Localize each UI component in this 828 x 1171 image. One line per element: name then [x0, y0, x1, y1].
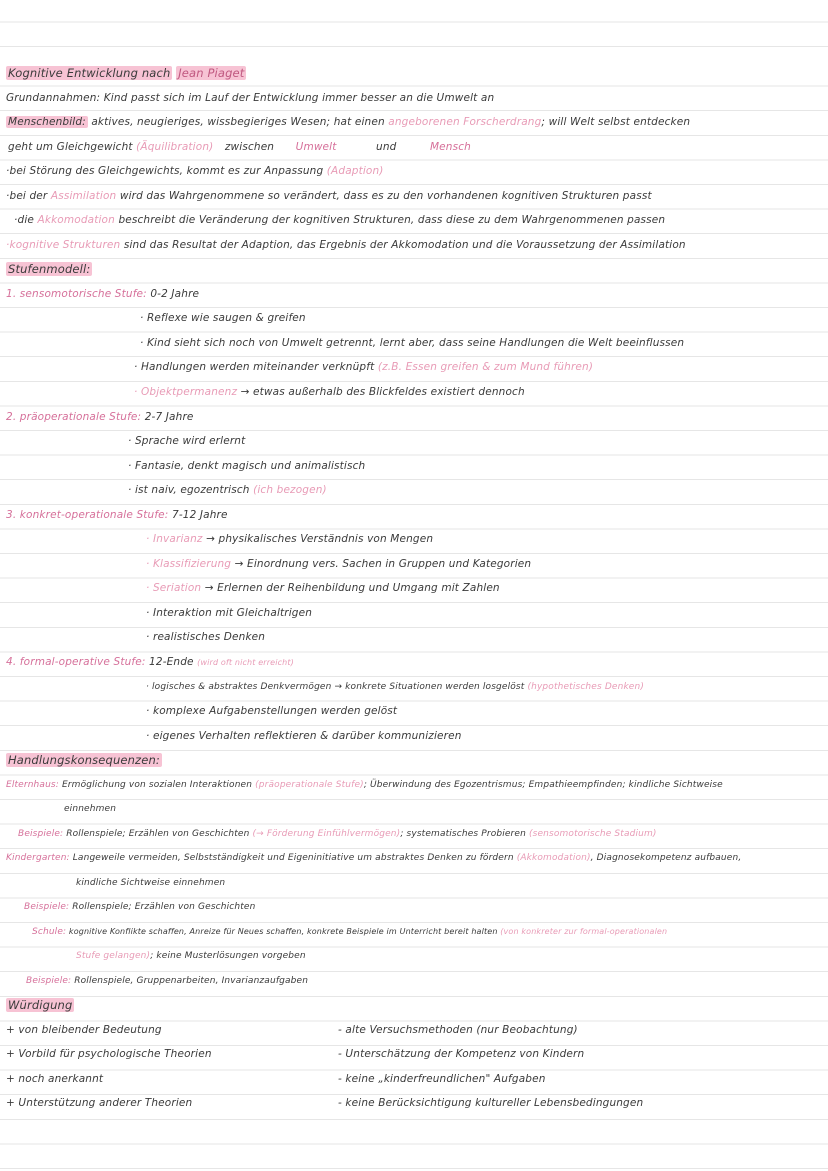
struktur-b: sind das Resultat der Adaption, das Ergebnis der Akkomodation und die Voraussetzung der Assimilation [123, 239, 686, 251]
title-name: Jean Piaget [178, 66, 245, 80]
minus-item: - Unterschätzung der Kompetenz von Kindern [338, 1048, 585, 1060]
stufe1-label: 1. sensomotorische Stufe: [6, 288, 147, 300]
menschenbild-end: ; will Welt selbst entdecken [541, 116, 691, 128]
assim-b: wird das Wahrgenommene so verändert, dass es zu den vorhandenen kognitiven Strukturen passt [119, 190, 652, 202]
grundannahmen-line: Grundannahmen: Kind passt sich im Lauf der Entwicklung immer besser an die Umwelt an [6, 92, 495, 104]
schule-line: Schule: kognitive Konflikte schaffen, Anreize für Neues schaffen, konkrete Beispiele im Unterricht bereit halten (von konkreter zur formal-operationalen [32, 927, 668, 937]
mensch-word: Mensch [429, 141, 471, 153]
stufe4-age: 12-Ende [149, 656, 194, 668]
assim-a: bei der [9, 190, 48, 202]
assimilation-line: ·bei der Assimilation wird das Wahrgenommene so verändert, dass es zu den vorhandenen kognitiven Strukturen passt [6, 190, 652, 202]
bsp1-label: Beispiele: [18, 829, 64, 839]
s1-item: · Objektpermanenz → etwas außerhalb des Blickfeldes existiert dennoch [134, 386, 525, 398]
akkomodation-line: ·die Akkomodation beschreibt die Veränderung der kognitiven Strukturen, dass diese zu dem Wahrgenommenen passen [14, 214, 666, 226]
wuerdigung-heading: Würdigung [8, 998, 73, 1012]
page-title [6, 66, 246, 80]
s3-item: · Klassifizierung → Einordnung vers. Sachen in Gruppen und Kategorien [146, 558, 532, 570]
stufe1-age: 0-2 Jahre [150, 288, 200, 300]
elternhaus-cont: einnehmen [64, 804, 117, 814]
umwelt-word: Umwelt [295, 141, 337, 153]
stufe4-heading [6, 655, 294, 670]
plus-item: + Unterstützung anderer Theorien [6, 1097, 193, 1109]
akkom-pink: Akkomodation [37, 214, 115, 226]
elternhaus-line: Elternhaus: Ermöglichung von sozialen Interaktionen (präoperationale Stufe); Überwindung des Egozentrismus; Empathieempfinden; kindliche Sichtweise [6, 780, 723, 790]
akkom-b: beschreibt die Veränderung der kognitiven Strukturen, dass diese zu dem Wahrgenommenen passen [118, 214, 666, 226]
menschenbild-pink: angeborenen Forscherdrang [388, 116, 542, 128]
s2-item: · Fantasie, denkt magisch und animalistisch [128, 460, 366, 472]
menschenbild-text: aktives, neugieriges, wissbegieriges Wesen; hat einen [91, 116, 385, 128]
stufe4-label: 4. formal-operative Stufe: [6, 656, 146, 668]
s1-item: · Handlungen werden miteinander verknüpft (z.B. Essen greifen & zum Mund führen) [134, 361, 594, 373]
s2-item: · ist naiv, egozentrisch (ich bezogen) [128, 484, 327, 496]
und-word: und [376, 141, 397, 153]
menschenbild-label: Menschenbild: [8, 116, 86, 128]
gleichgewicht-a: geht um Gleichgewicht [8, 141, 133, 153]
kindergarten-cont: kindliche Sichtweise einnehmen [76, 878, 226, 888]
schule-label: Schule: [32, 927, 67, 937]
struktur-pink: kognitive Strukturen [9, 239, 121, 251]
s2-item3-paren: (ich bezogen) [253, 484, 327, 496]
minus-item: - keine „kinderfreundlichen" Aufgaben [338, 1073, 546, 1085]
s1-item: · Reflexe wie saugen & greifen [140, 312, 306, 324]
gleichgewicht-b: zwischen [224, 141, 275, 153]
stufe3-heading [6, 508, 228, 522]
plus-item: + noch anerkannt [6, 1073, 104, 1085]
gleichgewicht-line [8, 140, 471, 154]
plus-item: + von bleibender Bedeutung [6, 1024, 162, 1036]
s1-item: · Kind sieht sich noch von Umwelt getrennt, lernt aber, dass seine Handlungen die Welt beeinflussen [140, 337, 685, 349]
plus-item: + Vorbild für psychologische Theorien [6, 1048, 212, 1060]
schule-cont: Stufe gelangen); keine Musterlösungen vorgeben [76, 951, 306, 961]
stufe3-age: 7-12 Jahre [171, 509, 228, 521]
s3-item: · Seriation → Erlernen der Reihenbildung und Umgang mit Zahlen [146, 582, 500, 594]
stufe1-heading [6, 287, 199, 301]
s4-item: · komplexe Aufgabenstellungen werden gelöst [146, 705, 398, 717]
s2-item: · Sprache wird erlernt [128, 435, 246, 447]
handlung-heading: Handlungskonsequenzen: [8, 753, 160, 767]
stufenmodell-heading: Stufenmodell: [8, 262, 91, 276]
minus-item: - alte Versuchsmethoden (nur Beobachtung) [338, 1024, 578, 1036]
stufe2-age: 2-7 Jahre [144, 411, 194, 423]
stufe3-label: 3. konkret-operationale Stufe: [6, 509, 169, 521]
s4-item: · logisches & abstraktes Denkvermögen → konkrete Situationen werden losgelöst (hypothetisches Denken) [146, 682, 645, 692]
menschenbild-line [6, 115, 690, 129]
kindergarten-line: Kindergarten: Langeweile vermeiden, Selbstständigkeit und Eigeninitiative um abstraktes Denken zu fördern (Akkomodation), Diagnosekompetenz aufbauen, [6, 853, 742, 863]
s3-item: · Invarianz → physikalisches Verständnis von Mengen [146, 533, 434, 545]
akkom-a: die [17, 214, 34, 226]
beispiele3-line: Beispiele: Rollenspiele, Gruppenarbeiten, Invarianzaufgaben [26, 976, 309, 986]
beispiele1-line: Beispiele: Rollenspiele; Erzählen von Geschichten (→ Förderung Einfühlvermögen); systematisches Probieren (sensomotorische Stadium) [18, 829, 657, 839]
s4-item: · eigenes Verhalten reflektieren & darüber kommunizieren [146, 730, 462, 742]
minus-item: - keine Berücksichtigung kultureller Lebensbedingungen [338, 1097, 644, 1109]
stoerung-paren: (Adaption) [326, 165, 384, 177]
bsp3-label: Beispiele: [26, 976, 72, 986]
bsp2-label: Beispiele: [24, 902, 70, 912]
stufe4-paren: (wird oft nicht erreicht) [197, 658, 294, 667]
stoerung-line: ·bei Störung des Gleichgewichts, kommt es zur Anpassung (Adaption) [6, 165, 384, 177]
title-text: Kognitive Entwicklung nach [8, 66, 171, 80]
stufe2-label: 2. präoperationale Stufe: [6, 411, 142, 423]
s1-item3-example: (z.B. Essen greifen & zum Mund führen) [377, 361, 594, 373]
gleichgewicht-paren: (Äquilibration) [136, 141, 214, 153]
eltern-label: Elternhaus: [6, 780, 59, 790]
strukturen-line: ·kognitive Strukturen sind das Resultat der Adaption, das Ergebnis der Akkomodation und die Voraussetzung der Assimilation [6, 239, 686, 251]
stoerung-text: bei Störung des Gleichgewichts, kommt es zur Anpassung [9, 165, 324, 177]
stufe2-heading [6, 410, 194, 424]
s3-item: · realistisches Denken [146, 631, 266, 643]
assim-pink: Assimilation [50, 190, 117, 202]
s3-item: · Interaktion mit Gleichaltrigen [146, 607, 313, 619]
kita-label: Kindergarten: [6, 853, 70, 863]
beispiele2-line: Beispiele: Rollenspiele; Erzählen von Geschichten [24, 902, 256, 912]
